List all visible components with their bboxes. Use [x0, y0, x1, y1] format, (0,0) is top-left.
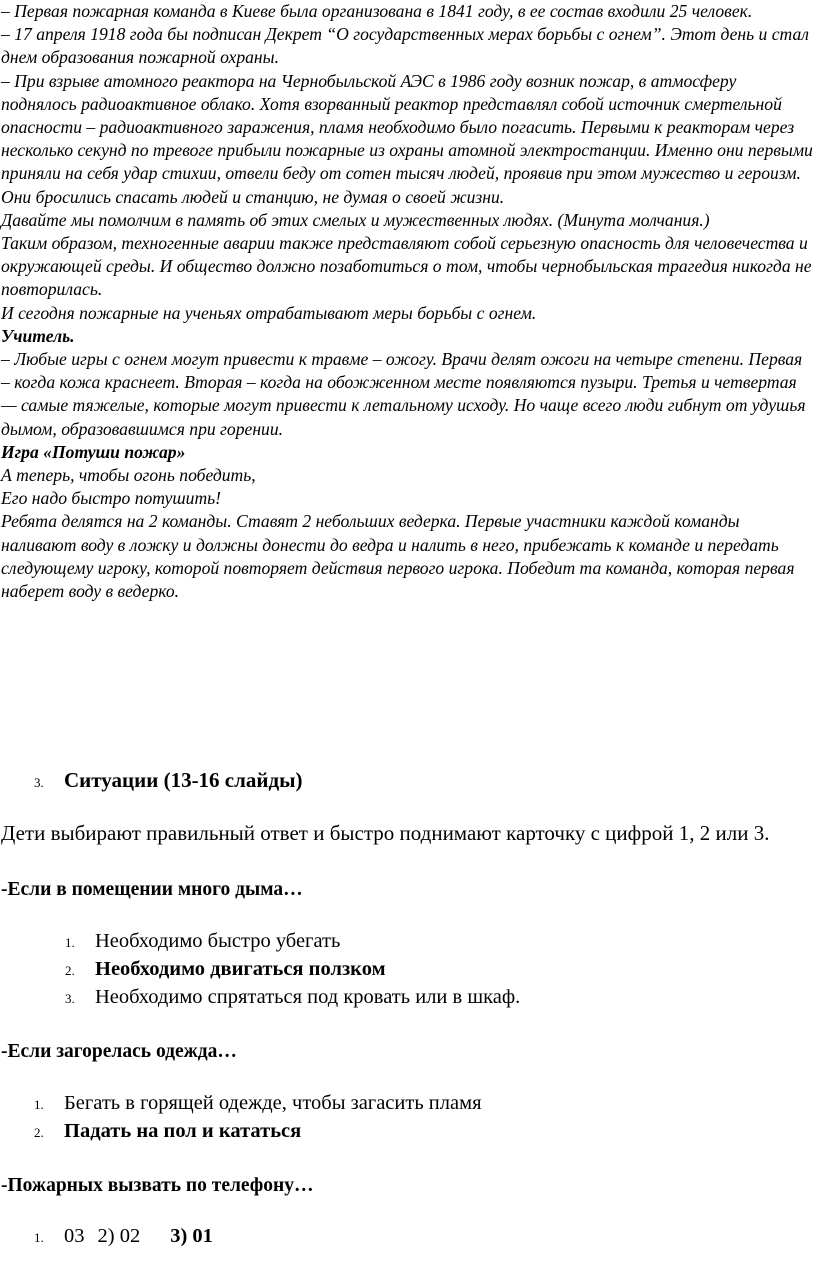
intro-text: Дети выбирают правильный ответ и быстро поднимают карточку с цифрой 1, 2 или 3. — [1, 821, 770, 845]
option-item-correct — [65, 958, 386, 981]
option-item — [34, 1092, 482, 1115]
question-title: -Если в помещении много дыма… — [1, 879, 303, 900]
option-item-correct — [34, 1120, 301, 1143]
option-number: 2. — [34, 1125, 44, 1140]
paragraph: – Любые игры с огнем могут привести к травме – ожогу. Врачи делят ожоги на четыре степени. Первая – когда кожа краснеет. Вторая – когда на обожженном месте появляются пузыри. Третья и четвертая — самые тяжелые, которые могут привести к летальному исходу. Но чаще всего люди гибнут от удушья дымом, образовавшимся при горении. — [1, 349, 806, 439]
section-heading — [34, 768, 303, 793]
poem-line: А теперь, чтобы огонь победить, — [1, 465, 256, 486]
paragraph: Ребята делятся на 2 команды. Ставят 2 небольших ведерка. Первые участники каждой команды наливают воду в ложку и должны донести до ведра и налить в него, прибежать к команде и передать следующему игроку, которой повторяет действия первого игрока. Победит та команда, которая первая наберет воду в ведерко. — [1, 511, 795, 602]
paragraph: – При взрыве атомного реактора на Чернобыльской АЭС в 1986 году возник пожар, в атмосферу поднялось радиоактивное облако. Хотя взорванный реактор представлял собой источник смертельной опасности – радиоактивного заражения, пламя необходимо было погасить. Первыми к реакторам через несколько секунд по тревоге прибыли пожарные из охраны атомной электростанции. Именно они первыми приняли на себя удар стихии, отвели беду от сотен тысяч людей, проявив при этом мужество и героизм. Они бросились спасать людей и станцию, не думая о своей жизни. — [1, 70, 813, 207]
game-heading: Игра «Потуши пожар» — [1, 441, 186, 462]
option-text: Необходимо быстро убегать — [95, 930, 341, 952]
option-number: 1. — [65, 935, 75, 950]
option-text-correct: 3) 01 — [170, 1225, 213, 1247]
paragraph: – Первая пожарная команда в Киеве была организована в 1841 году, в ее состав входили 25 человек. — [1, 1, 753, 21]
option-number: 1. — [34, 1097, 44, 1112]
option-number: 1. — [34, 1230, 44, 1245]
story-text — [0, 0, 813, 603]
option-item — [34, 1225, 213, 1248]
option-item — [65, 986, 520, 1009]
poem-line: Его надо быстро потушить! — [1, 488, 222, 509]
section-number: 3. — [34, 775, 44, 790]
paragraph: – 17 апреля 1918 года бы подписан Декрет “О государственных мерах борьбы с огнем”. Этот день и стал днем образования пожарной охраны. — [1, 24, 809, 68]
option-text: 2) 02 — [97, 1225, 141, 1247]
paragraph: Давайте мы помолчим в память об этих смелых и мужественных людях. (Минута молчания.) — [1, 209, 710, 230]
paragraph: И сегодня пожарные на ученьях отрабатывают меры борьбы с огнем. — [1, 302, 537, 323]
question-title: -Если загорелась одежда… — [1, 1041, 237, 1062]
option-text: 03 — [64, 1225, 85, 1247]
option-text: Необходимо двигаться ползком — [95, 958, 386, 980]
option-number: 2. — [65, 963, 75, 978]
teacher-heading: Учитель. — [1, 325, 75, 346]
option-item — [65, 930, 340, 953]
question-title: -Пожарных вызвать по телефону… — [1, 1175, 314, 1196]
section-title: Ситуации (13-16 слайды) — [64, 768, 303, 792]
paragraph: Таким образом, техногенные аварии также представляют собой серьезную опасность для человечества и окружающей среды. И общество должно позаботиться о том, чтобы чернобыльская трагедия никогда не повторилась. — [1, 233, 812, 300]
option-text: Бегать в горящей одежде, чтобы загасить пламя — [64, 1092, 482, 1114]
option-text: Необходимо спрятаться под кровать или в шкаф. — [95, 986, 521, 1008]
option-text: Падать на пол и кататься — [64, 1120, 302, 1142]
option-number: 3. — [65, 991, 75, 1006]
